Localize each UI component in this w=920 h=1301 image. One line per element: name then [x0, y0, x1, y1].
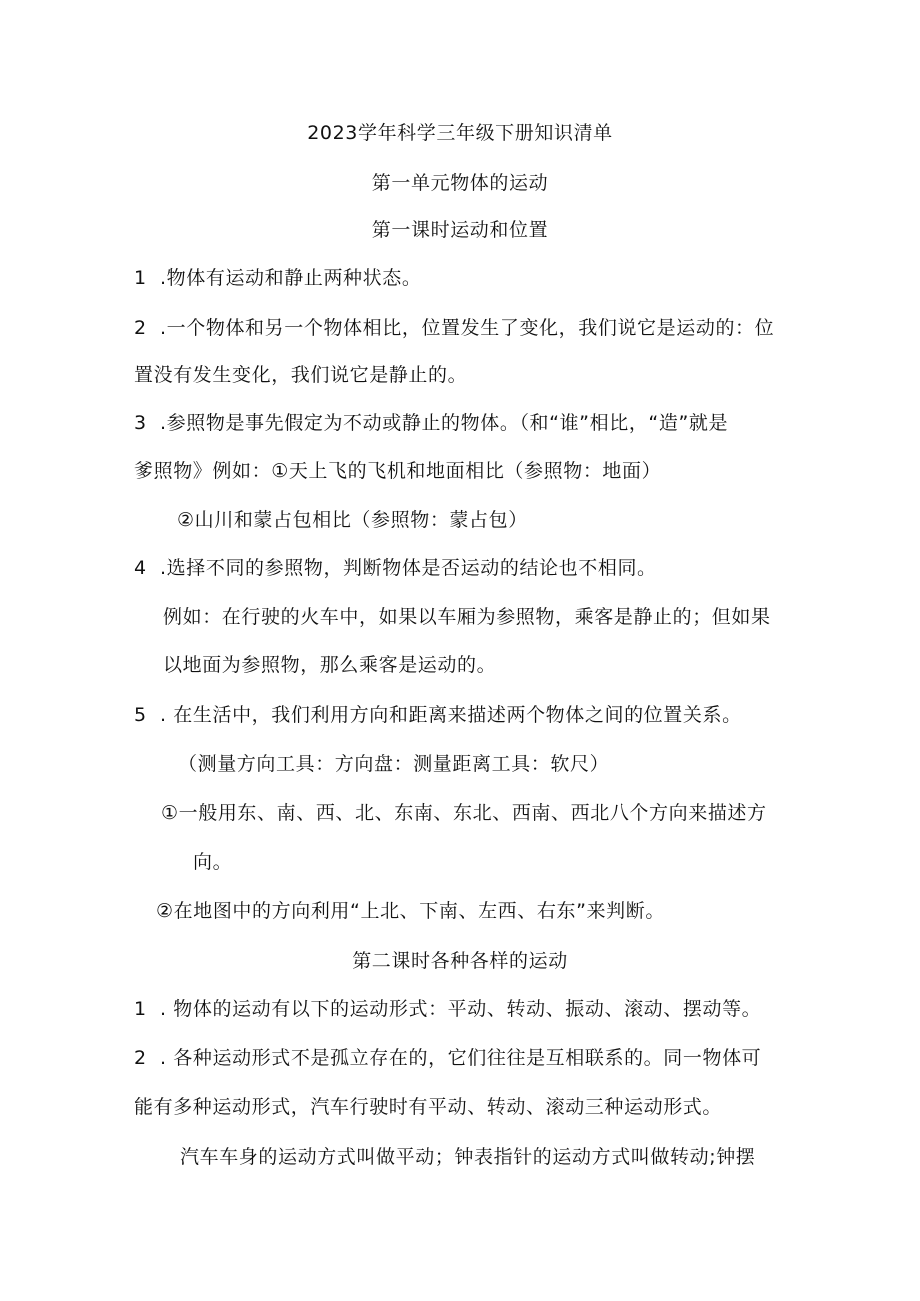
- item-number: 2: [134, 1047, 147, 1069]
- lesson1-item-2-continuation: 置没有发生变化，我们说它是静止的。: [134, 364, 468, 386]
- document-title: 2023学年科学三年级下册知识清单: [307, 122, 613, 144]
- lesson2-title: 第二课时各种各样的运动: [352, 950, 568, 972]
- item-text: .选择不同的参照物，判断物体是否运动的结论也不相同。: [160, 557, 657, 579]
- lesson1-item-5: [134, 703, 742, 727]
- lesson1-item-5-point-1-cont: 向。: [193, 851, 233, 873]
- lesson1-item-3-sub-example: ②山川和蒙占包相比（参照物：蒙占包）: [177, 509, 528, 531]
- lesson1-title: 第一课时运动和位置: [371, 219, 549, 241]
- lesson1-item-3-continuation: 爹照物》例如：①天上飞的飞机和地面相比（参照物：地面）: [134, 460, 662, 482]
- lesson1-item-5-tools: （测量方向工具：方向盘：测量距离工具：软尺）: [178, 753, 610, 775]
- item-number: 3: [134, 412, 147, 434]
- item-number: 5: [134, 704, 147, 726]
- item-number: 2: [134, 317, 147, 339]
- lesson2-item-2-continuation: 能有多种运动形式，汽车行驶时有平动、转动、滚动三种运动形式。: [134, 1096, 723, 1118]
- item-number: 1: [134, 998, 147, 1020]
- unit-title: 第一单元物体的运动: [371, 172, 549, 194]
- item-text: . 物体的运动有以下的运动形式：平动、转动、振动、滚动、摆动等。: [160, 998, 762, 1020]
- lesson1-item-5-point-2: ②在地图中的方向利用“上北、下南、左西、右东”来判断。: [156, 900, 665, 922]
- lesson1-item-4-example: 例如：在行驶的火车中，如果以车厢为参照物，乘客是静止的；但如果: [163, 606, 771, 628]
- lesson1-item-1: [134, 266, 421, 290]
- lesson2-item-1: [134, 997, 761, 1021]
- lesson1-item-4: [134, 556, 657, 580]
- lesson2-paragraph: 汽车车身的运动方式叫做平动；钟表指针的运动方式叫做转动;钟摆: [180, 1146, 756, 1168]
- lesson1-item-2: [134, 316, 774, 340]
- item-text: .物体有运动和静止两种状态。: [160, 267, 422, 289]
- lesson1-item-3: [134, 411, 728, 435]
- item-text: .一个物体和另一个物体相比，位置发生了变化，我们说它是运动的：位: [160, 317, 775, 339]
- item-text: . 在生活中，我们利用方向和距离来描述两个物体之间的位置关系。: [160, 704, 742, 726]
- lesson1-item-5-point-1: ①一般用东、南、西、北、东南、东北、西南、西北八个方向来描述方: [161, 802, 767, 824]
- lesson2-item-2: [134, 1046, 761, 1070]
- item-number: 1: [134, 267, 147, 289]
- item-text: . 各种运动形式不是孤立存在的，它们往往是互相联系的。同一物体可: [160, 1047, 762, 1069]
- lesson1-item-4-example-cont: 以地面为参照物，那么乘客是运动的。: [163, 654, 497, 676]
- item-number: 4: [134, 557, 147, 579]
- item-text: .参照物是事先假定为不动或静止的物体。（和“谁”相比，“造”就是: [160, 412, 729, 434]
